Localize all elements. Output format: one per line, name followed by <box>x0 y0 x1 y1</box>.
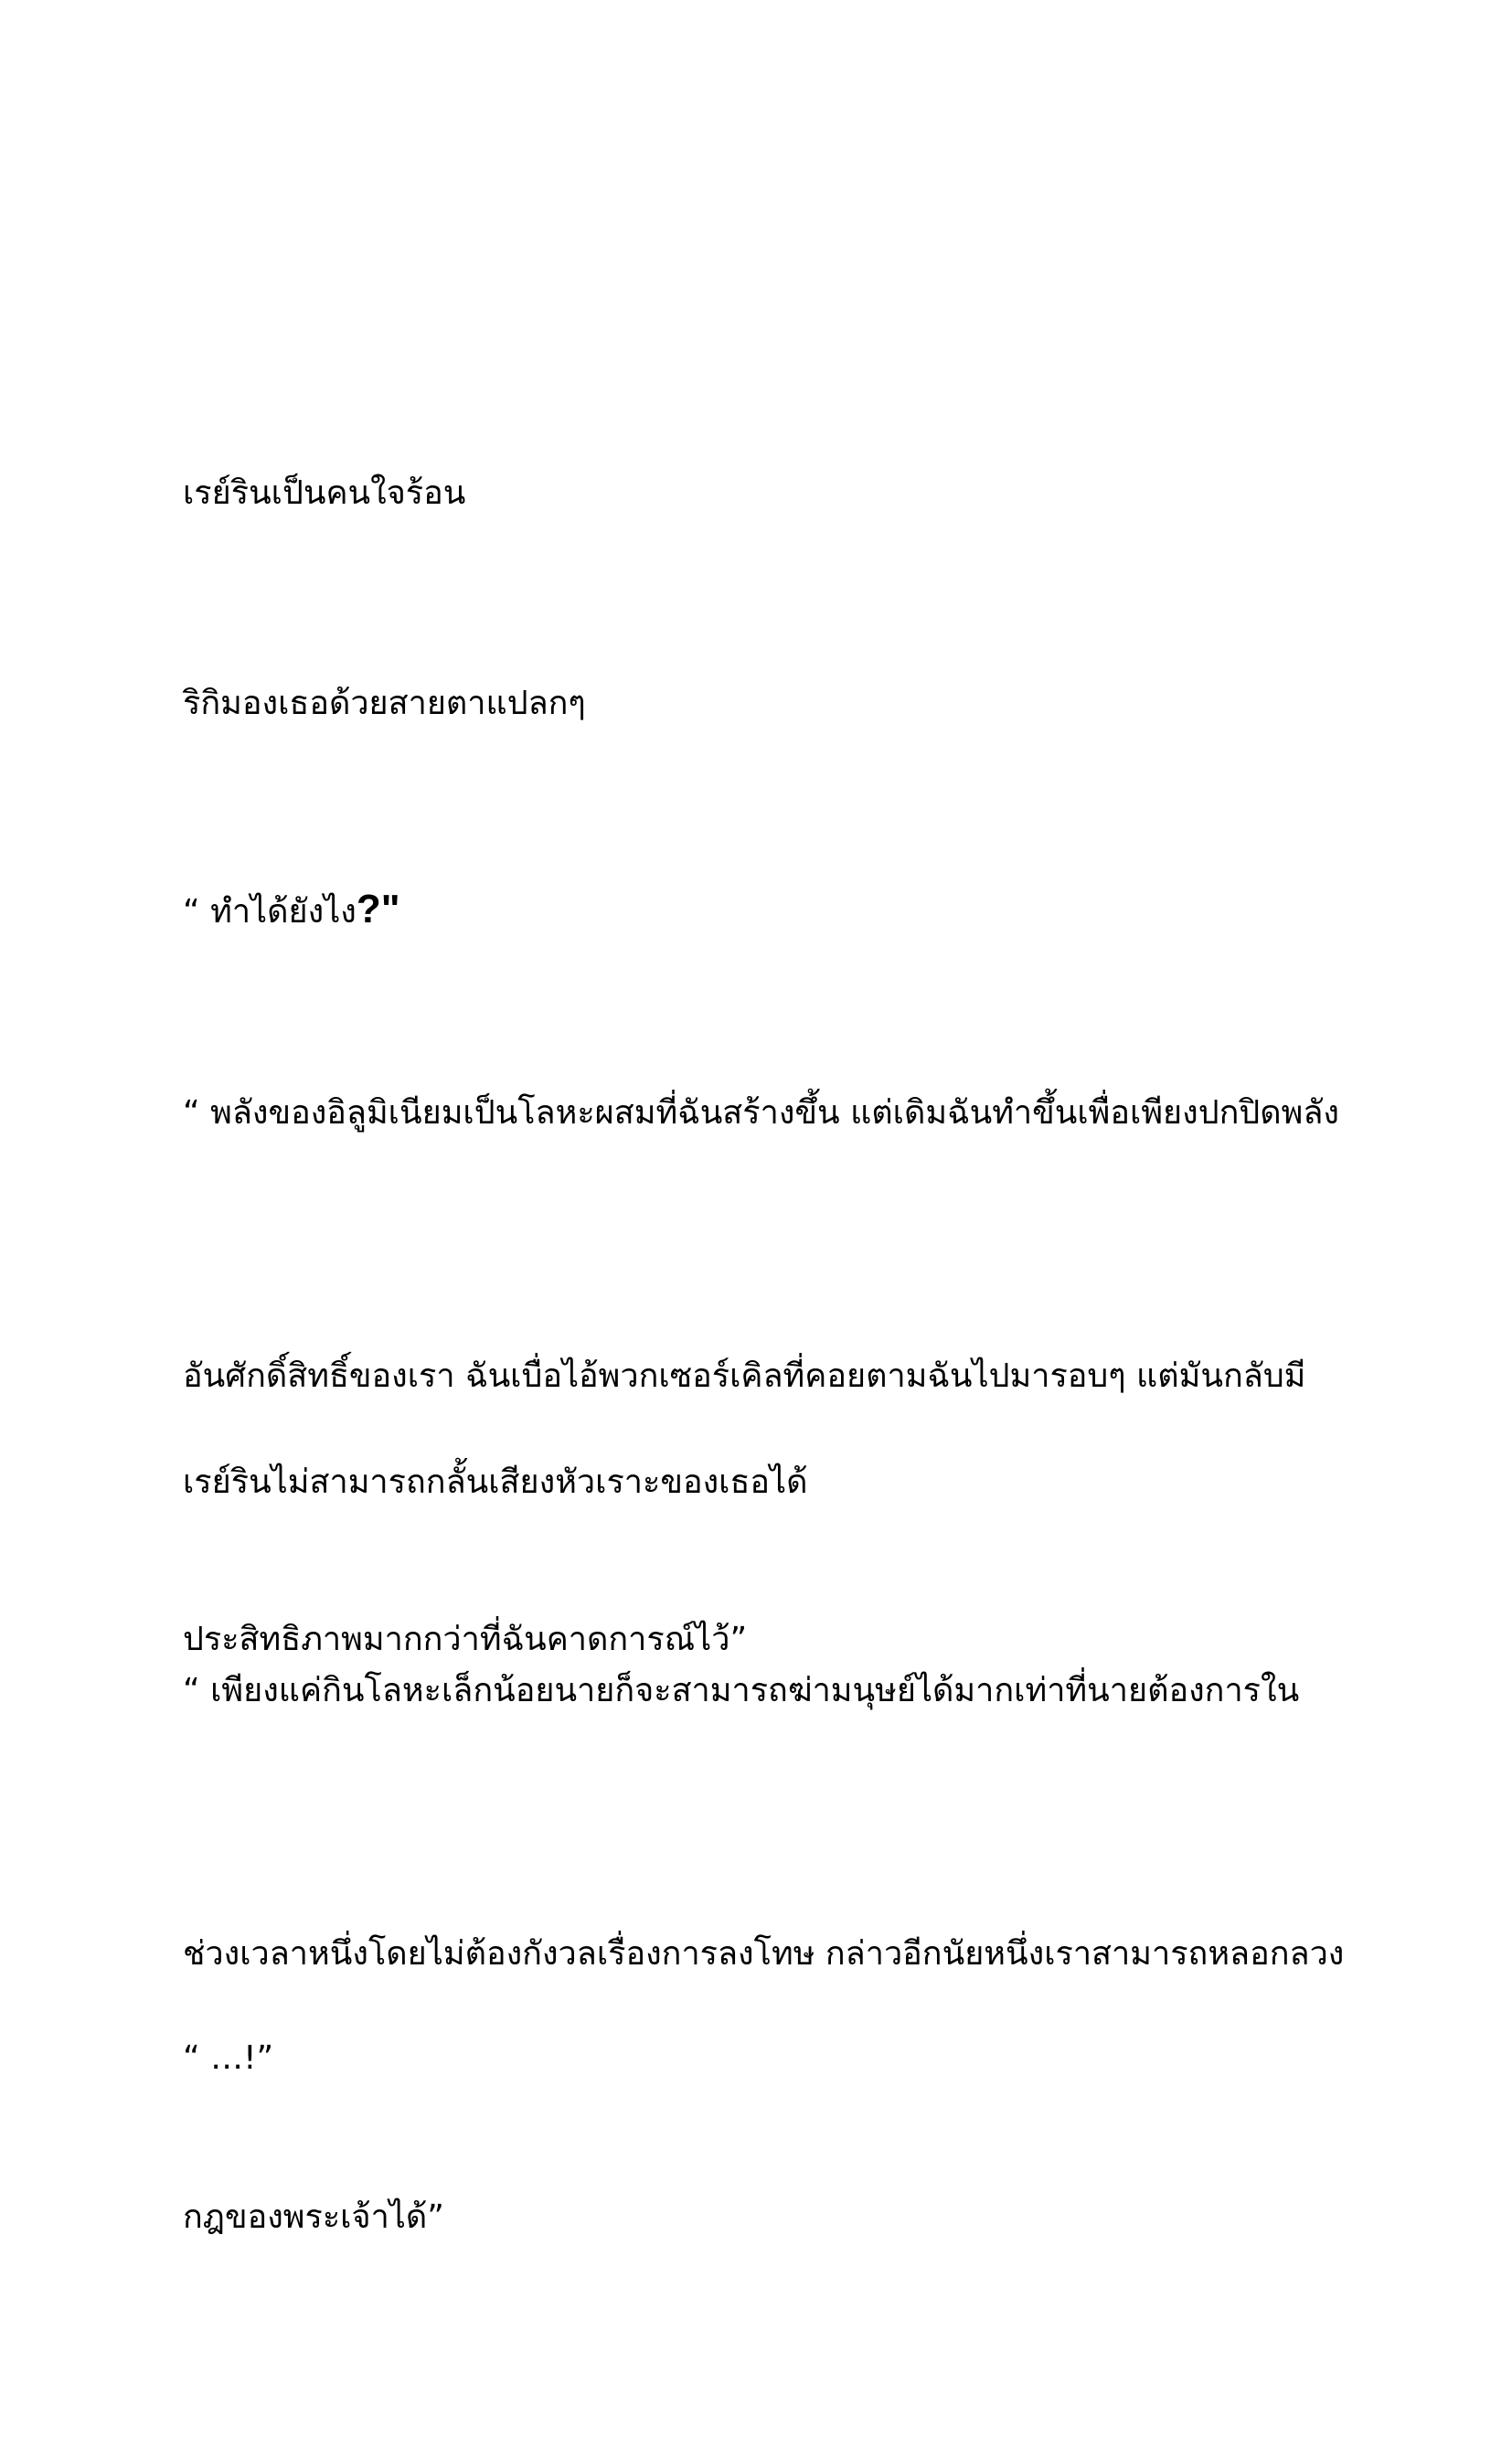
text-line: ประสิทธิภาพมากกว่าที่ฉันคาดการณ์ไว้” <box>183 1621 748 1658</box>
text-line: เรย์รินไม่สามารถกลั้นเสียงหัวเราะของเธอได้ <box>183 1463 808 1501</box>
text-line: “ …!” <box>183 2039 274 2077</box>
text-line: “ พลังของอิลูมิเนียมเป็นโลหะผสมที่ฉันสร้างขึ้น แต่เดิมฉันทำขึ้นเพื่อเพียงปกปิดพลัง <box>183 1094 1339 1132</box>
paragraph-dialogue-exclamation <box>183 1839 1371 2278</box>
text-line: “ เพียงแค่กินโลหะเล็กน้อยนายก็จะสามารถฆ่ามนุษย์ได้มากเท่าที่นายต้องการใน <box>183 1672 1300 1709</box>
text-line: อันศักดิ์สิทธิ์ของเรา ฉันเบื่อไอ้พวกเซอร์เคิลที่คอยตามฉันไปมารอบๆ แต่มันกลับมี <box>183 1357 1306 1395</box>
text-line: เรย์รินเป็นคนใจร้อน <box>183 474 466 512</box>
text-line: กฎของพระเจ้าได้” <box>183 2198 444 2236</box>
dialogue-text: “ ทำได้ยังไง <box>183 893 357 931</box>
text-line: ช่วงเวลาหนึ่งโดยไม่ต้องกังวลเรื่องการลงโทษ กล่าวอีกนัยหนึ่งเราสามารถหลอกลวง <box>183 1935 1345 1973</box>
text-line: ริกิมองเธอด้วยสายตาแปลกๆ <box>183 685 586 722</box>
question-mark: ?" <box>356 887 400 931</box>
